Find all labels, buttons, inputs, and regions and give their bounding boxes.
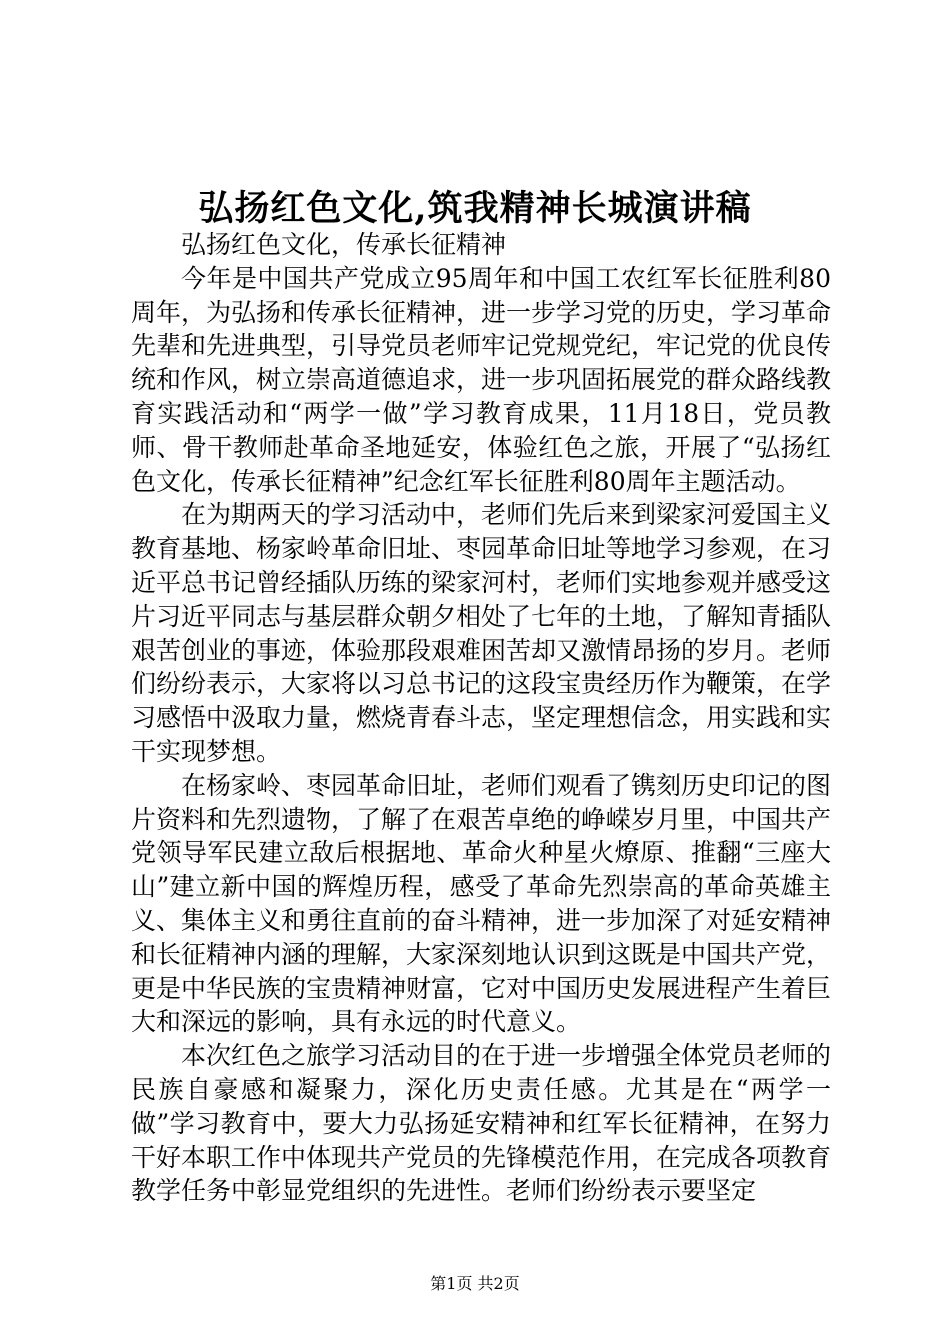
document-title: 弘扬红色文化,筑我精神长城演讲稿 (198, 188, 752, 229)
paragraph-3: 在杨家岭、枣园革命旧址，老师们观看了镌刻历史印记的图片资料和先烈遗物，了解了在艰苦卓绝的峥嵘岁月里，中国共产党领导军民建立敌后根据地、革命火种星火燎原、推翻“三座大山”建立新中国的辉煌历程，感受了革命先烈崇高的革命英雄主义、集体主义和勇往直前的奋斗精神，进一步加深了对延安精神和长征精神内涵的理解，大家深刻地认识到这既是中国共产党，更是中华民族的宝贵精神财富，它对中国历史发展进程产生着巨大和深远的影响，具有永远的时代意义。 (131, 770, 832, 1037)
paragraph-2: 在为期两天的学习活动中，老师们先后来到梁家河爱国主义教育基地、杨家岭革命旧址、枣园革命旧址等地学习参观，在习近平总书记曾经插队历练的梁家河村，老师们实地参观并感受这片习近平同志与基层群众朝夕相处了七年的土地，了解知青插队艰苦创业的事迹，体验那段艰难困苦却又激情昂扬的岁月。老师们纷纷表示，大家将以习总书记的这段宝贵经历作为鞭策，在学习感悟中汲取力量，燃烧青春斗志，坚定理想信念，用实践和实干实现梦想。 (131, 500, 832, 766)
document-subtitle: 弘扬红色文化，传承长征精神 (181, 230, 507, 259)
page-number-footer: 第1页 共2页 (430, 1274, 520, 1293)
paragraph-1: 今年是中国共产党成立95周年和中国工农红军长征胜利80周年，为弘扬和传承长征精神，进一步学习党的历史，学习革命先辈和先进典型，引导党员老师牢记党规党纪，牢记党的优良传统和作风，树立崇高道德追求，进一步巩固拓展党的群众路线教育实践活动和“两学一做”学习教育成果，11月18日，党员教师、骨干教师赴革命圣地延安，体验红色之旅，开展了“弘扬红色文化，传承长征精神”纪念红军长征胜利80周年主题活动。 (131, 263, 832, 496)
paragraph-4: 本次红色之旅学习活动目的在于进一步增强全体党员老师的民族自豪感和凝聚力，深化历史责任感。尤其是在“两学一做”学习教育中，要大力弘扬延安精神和红军长征精神，在努力干好本职工作中体现共产党员的先锋模范作用，在完成各项教育教学任务中彰显党组织的先进性。老师们纷纷表示要坚定 (131, 1041, 832, 1206)
document-body (131, 228, 832, 1206)
